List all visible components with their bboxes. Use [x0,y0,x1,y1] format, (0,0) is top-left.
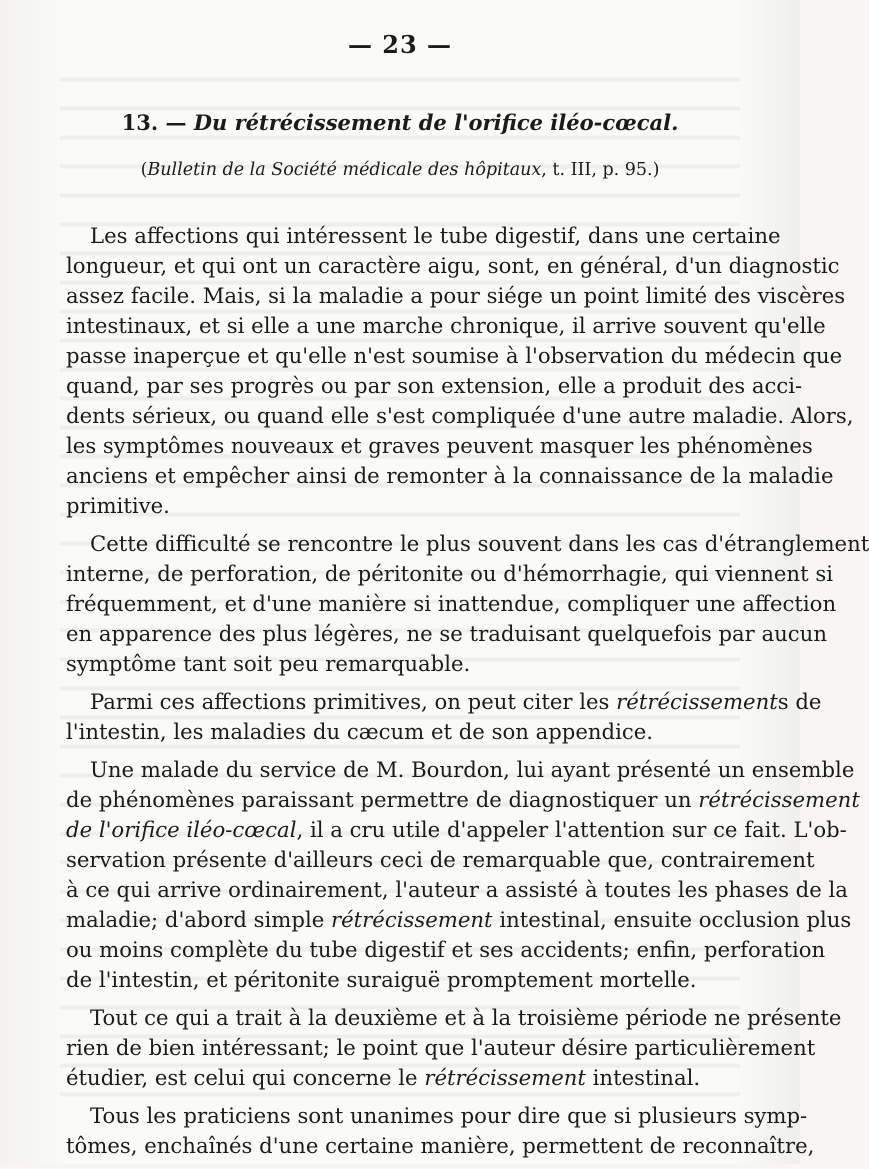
text-line: Cette difficulté se rencontre le plus souvent dans les cas d'étranglement [90,531,869,556]
text-line: Parmi ces affections primitives, on peut citer les rétrécissements de [90,689,822,714]
text-line: rien de bien intéressant; le point que l'auteur désire particulièrement [66,1035,816,1060]
text-line: Tous les praticiens sont unanimes pour dire que si plusieurs symp- [90,1103,808,1128]
italic-phrase: rétrécissement [424,1065,586,1090]
page-number: — 23 — [347,30,453,59]
text-line: passe inaperçue et qu'elle n'est soumise à l'observation du médecin que [66,343,843,368]
text-line: étudier, est celui qui concerne le rétrécissement intestinal. [66,1065,701,1090]
paragraph [66,529,869,679]
citation-open: ( [140,160,148,180]
text-line: Les affections qui intéressent le tube digestif, dans une certaine [90,223,781,248]
text-line: à ce qui arrive ordinairement, l'auteur a assisté à toutes les phases de la [66,877,848,902]
text-line: de phénomènes paraissant permettre de diagnostiquer un rétrécissement [66,787,860,812]
section-title: Du rétrécissement de l'orifice iléo-cœcal. [193,110,679,135]
text-line: ou moins complète du tube digestif et ses accidents; enfin, perforation [66,937,826,962]
text-line: de l'intestin, et péritonite suraiguë promptement mortelle. [66,967,697,992]
section-heading [0,110,800,135]
italic-phrase: rétrécissement [698,787,860,812]
text-line: Une malade du service de M. Bourdon, lui ayant présenté un ensemble [90,757,855,782]
text-line: intestinaux, et si elle a une marche chronique, il arrive souvent qu'elle [66,313,826,338]
italic-phrase: de l'orifice iléo-cœcal [66,817,297,842]
paragraph [66,221,854,521]
paragraph [66,687,822,747]
text-line: primitive. [66,493,170,518]
text-line: quand, par ses progrès ou par son extension, elle a produit des acci- [66,373,803,398]
text-line: maladie; d'abord simple rétrécissement intestinal, ensuite occlusion plus [66,907,852,932]
text-line: en apparence des plus légères, ne se traduisant quelquefois par aucun [66,621,827,646]
italic-phrase: rétrécissement [616,689,778,714]
text-line: assez facile. Mais, si la maladie a pour siége un point limité des viscères [66,283,846,308]
text-line: anciens et empêcher ainsi de remonter à la connaissance de la maladie [66,463,834,488]
text-line: Tout ce qui a trait à la deuxième et à la troisième période ne présente [90,1005,842,1030]
text-line: dents sérieux, ou quand elle s'est compliquée d'une autre maladie. Alors, [66,403,854,428]
paragraph [66,1101,815,1161]
italic-phrase: rétrécissement [331,907,493,932]
text-line: symptôme tant soit peu remarquable. [66,651,471,676]
text-line: servation présente d'ailleurs ceci de remarquable que, contrairement [66,847,815,872]
paragraph [66,1003,842,1093]
text-line: les symptômes nouveaux et graves peuvent masquer les phénomènes [66,433,813,458]
citation-source: Bulletin de la Société médicale des hôpitaux [147,160,542,180]
text-line: de l'orifice iléo-cœcal, il a cru utile d'appeler l'attention sur ce fait. L'ob- [66,817,847,842]
citation-ref: , t. III, p. 95.) [541,160,660,180]
text-line: interne, de perforation, de péritonite ou d'hémorrhagie, qui viennent si [66,561,833,586]
section-number: 13. — [121,110,187,135]
text-line: tômes, enchaînés d'une certaine manière, permettent de reconnaître, [66,1133,815,1158]
text-line: fréquemment, et d'une manière si inattendue, compliquer une affection [66,591,837,616]
article-body [66,221,869,1169]
text-line: l'intestin, les maladies du cæcum et de son appendice. [66,719,654,744]
text-line: longueur, et qui ont un caractère aigu, sont, en général, d'un diagnostic [66,253,840,278]
citation [0,160,800,180]
paragraph [66,755,860,995]
